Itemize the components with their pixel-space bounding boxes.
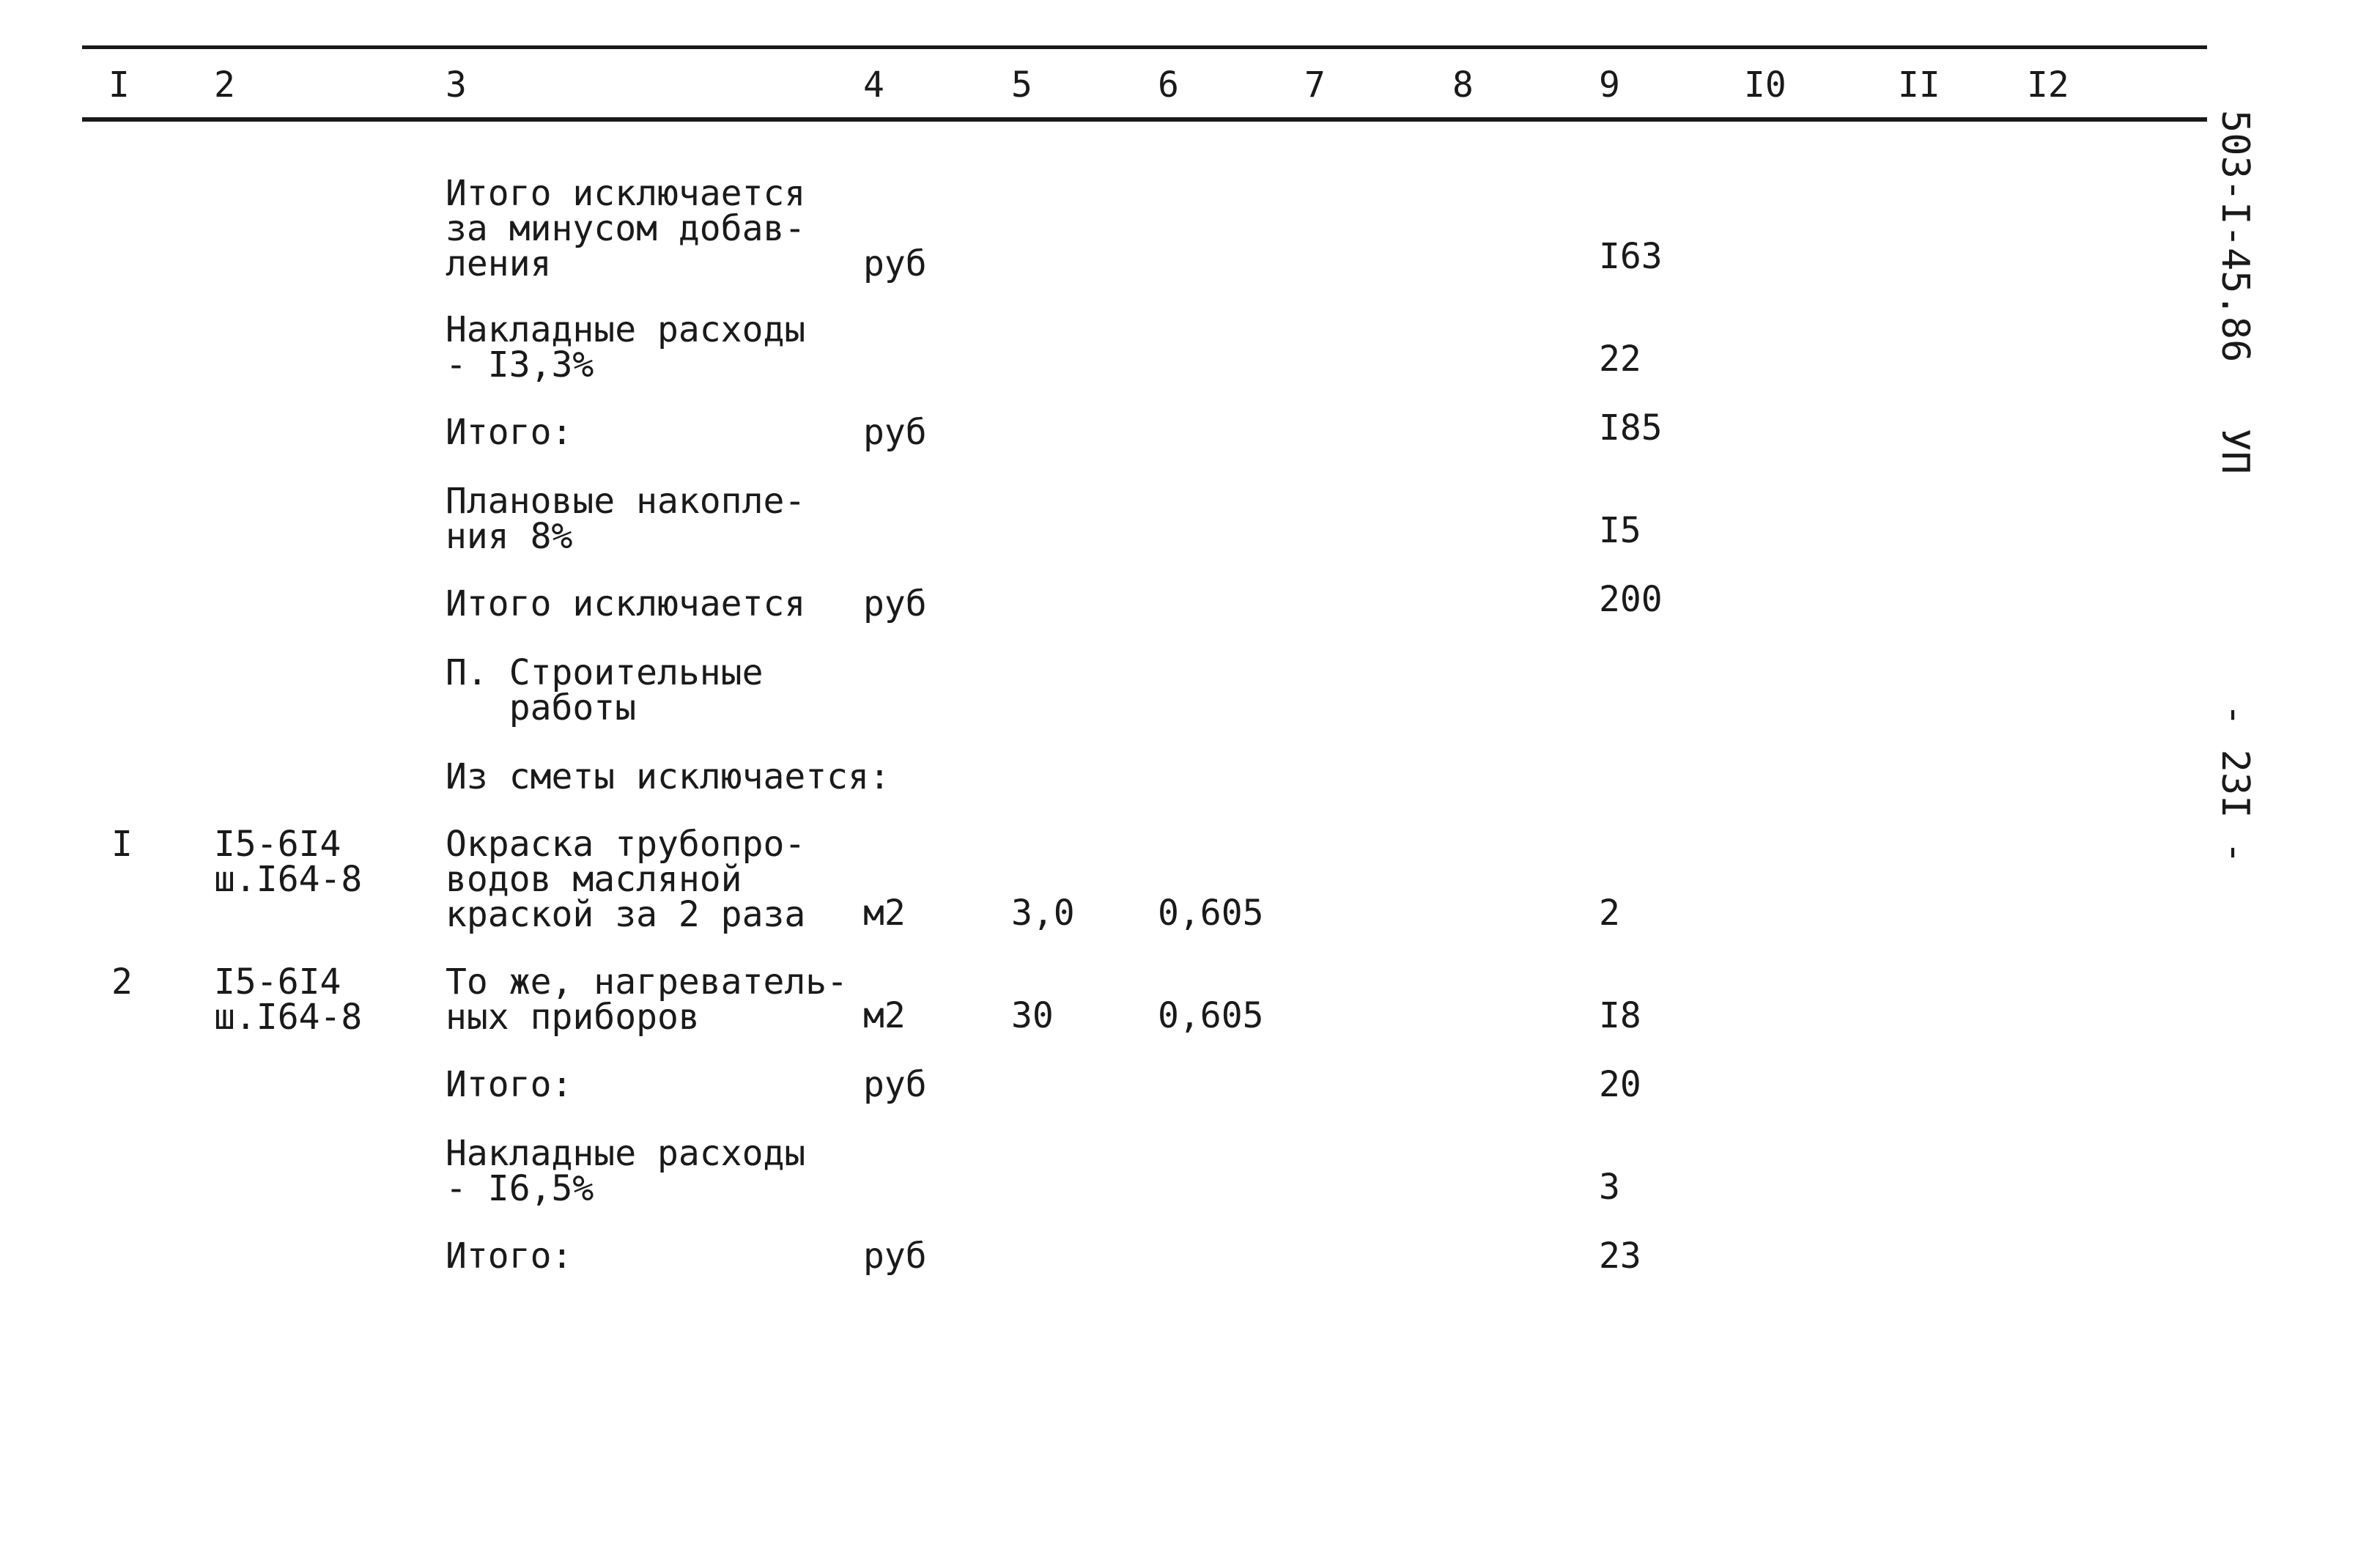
row-unit: руб	[863, 583, 927, 624]
column-header-10: I0	[1744, 64, 1786, 106]
row-description: Окраска трубопро- водов масляной краской за 2 раза	[446, 824, 806, 935]
column-header-6: 6	[1158, 64, 1179, 106]
header-bottom-rule	[82, 117, 2207, 122]
row-amount: 20	[1599, 1064, 1641, 1105]
column-header-8: 8	[1452, 64, 1474, 106]
row-description: Итого исключается	[446, 583, 806, 624]
row-description: Накладные расходы - I3,3%	[446, 309, 806, 385]
row-rate: 0,605	[1158, 893, 1264, 934]
column-header-7: 7	[1304, 64, 1326, 106]
row-unit: м2	[863, 995, 906, 1036]
row-code: I5-6I4 ш.I64-8	[214, 824, 363, 900]
row-amount: 2	[1599, 893, 1620, 934]
column-header-9: 9	[1599, 64, 1620, 106]
row-description: Накладные расходы - I6,5%	[446, 1133, 806, 1209]
row-amount: I63	[1599, 236, 1663, 277]
row-description: Плановые накопле- ния 8%	[446, 481, 806, 557]
row-code: I5-6I4 ш.I64-8	[214, 961, 363, 1038]
row-unit: руб	[863, 412, 927, 453]
column-header-3: 3	[446, 64, 467, 106]
column-header-5: 5	[1011, 64, 1032, 106]
row-number: 2	[111, 961, 133, 1003]
column-header-12: I2	[2027, 64, 2069, 106]
column-header-1: I	[108, 64, 130, 106]
row-description: Итого:	[446, 1064, 573, 1105]
column-header-11: II	[1898, 64, 1940, 106]
section-heading: П. Строительные работы	[446, 652, 764, 728]
row-description: То же, нагреватель- ных приборов	[446, 961, 849, 1038]
row-amount: 200	[1599, 579, 1663, 620]
column-header-4: 4	[863, 64, 884, 106]
page-number: - 23I -	[2213, 704, 2257, 865]
row-amount: 22	[1599, 339, 1641, 380]
row-amount: 23	[1599, 1236, 1641, 1277]
document-section: УП	[2213, 428, 2257, 474]
column-header-2: 2	[214, 64, 235, 106]
header-top-rule	[82, 45, 2207, 49]
row-amount: I5	[1599, 510, 1641, 551]
document-number: 503-I-45.86	[2213, 110, 2257, 363]
row-unit: руб	[863, 1064, 927, 1105]
row-amount: I8	[1599, 995, 1641, 1036]
row-amount: I85	[1599, 407, 1663, 448]
row-description: Итого исключается за минусом добав- ления	[446, 173, 806, 284]
row-quantity: 3,0	[1011, 893, 1075, 934]
row-amount: 3	[1599, 1167, 1620, 1208]
row-rate: 0,605	[1158, 995, 1264, 1036]
row-unit: руб	[863, 1236, 927, 1277]
document-code	[2213, 110, 2257, 540]
row-description: Из сметы исключается:	[446, 756, 890, 797]
row-unit: руб	[863, 243, 927, 284]
row-quantity: 30	[1011, 995, 1054, 1036]
row-number: I	[111, 824, 133, 865]
row-description: Итого:	[446, 1236, 573, 1277]
row-description: Итого:	[446, 412, 573, 453]
row-unit: м2	[863, 893, 906, 934]
